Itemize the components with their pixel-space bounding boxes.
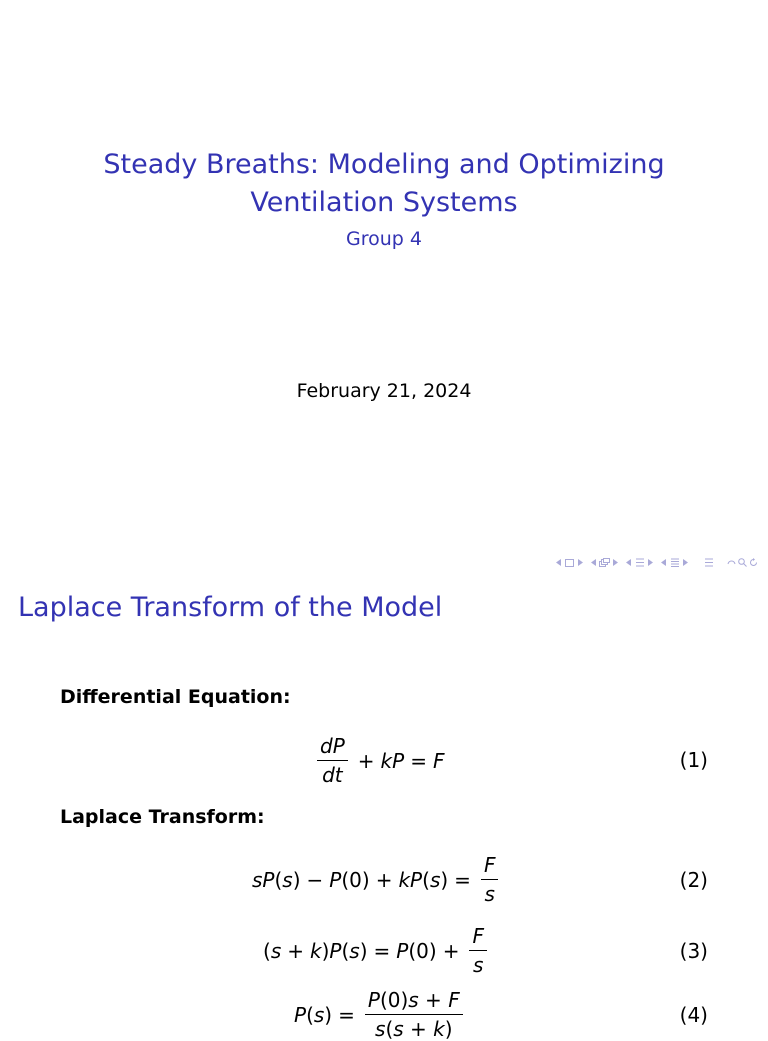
equation-2-number: (2) — [679, 868, 708, 892]
presentation-date: February 21, 2024 — [296, 380, 472, 402]
f-over-s-fraction: $\frac{F}{s}$ — [481, 853, 499, 906]
nav-align-group — [704, 557, 713, 568]
equation-4-number: (4) — [679, 1003, 708, 1027]
equation-1-number: (1) — [679, 748, 708, 772]
triangle-left-icon[interactable] — [554, 557, 563, 568]
section-icon[interactable] — [635, 557, 644, 568]
nav-subsection-group — [589, 557, 620, 568]
loop-icon[interactable] — [727, 557, 736, 568]
title-line-1: Steady Breaths: Modeling and Optimizing — [103, 149, 665, 180]
beamer-navigation-bar — [554, 557, 758, 568]
nav-search-group — [727, 557, 758, 568]
document-icon[interactable] — [670, 557, 679, 568]
equation-1: $\frac{dP}{dt}$ + kP = F — [313, 734, 444, 787]
align-icon[interactable] — [704, 557, 713, 568]
differential-equation-label: Differential Equation: — [60, 686, 291, 708]
search-icon[interactable] — [738, 557, 747, 568]
equation-3-number: (3) — [679, 939, 708, 963]
equation-3: ( s + k ) P ( s ) = P (0) + $\frac{F}{s}$ — [263, 924, 491, 977]
equation-4: P ( s ) = $\frac{P(0)s + F}{s(s + k)}$ — [294, 988, 467, 1041]
triangle-left-icon[interactable] — [659, 557, 668, 568]
presentation-title — [0, 146, 768, 222]
author-group: Group 4 — [346, 228, 422, 250]
triangle-left-icon[interactable] — [624, 557, 633, 568]
laplace-transform-label: Laplace Transform: — [60, 806, 265, 828]
triangle-right-icon[interactable] — [646, 557, 655, 568]
undo-icon[interactable] — [749, 557, 758, 568]
nav-frame-group — [554, 557, 585, 568]
frame-title: Laplace Transform of the Model — [18, 592, 443, 623]
triangle-right-icon[interactable] — [576, 557, 585, 568]
f-over-s-fraction: $\frac{F}{s}$ — [469, 924, 487, 977]
nav-document-group — [659, 557, 690, 568]
triangle-right-icon[interactable] — [681, 557, 690, 568]
title-line-2: Ventilation Systems — [250, 187, 518, 218]
laplace-slide — [0, 576, 768, 1041]
triangle-left-icon[interactable] — [589, 557, 598, 568]
title-block — [0, 146, 768, 250]
triangle-right-icon[interactable] — [611, 557, 620, 568]
equation-2: sP ( s ) − P (0) + kP ( s ) = $\frac{F}{s}$ — [252, 853, 502, 906]
nav-section-group — [624, 557, 655, 568]
subsection-icon[interactable] — [600, 557, 609, 568]
solution-fraction: $\frac{P(0)s + F}{s(s + k)}$ — [365, 988, 463, 1041]
frame-icon[interactable] — [565, 557, 574, 568]
derivative-fraction: $\frac{dP}{dt}$ — [317, 734, 348, 787]
